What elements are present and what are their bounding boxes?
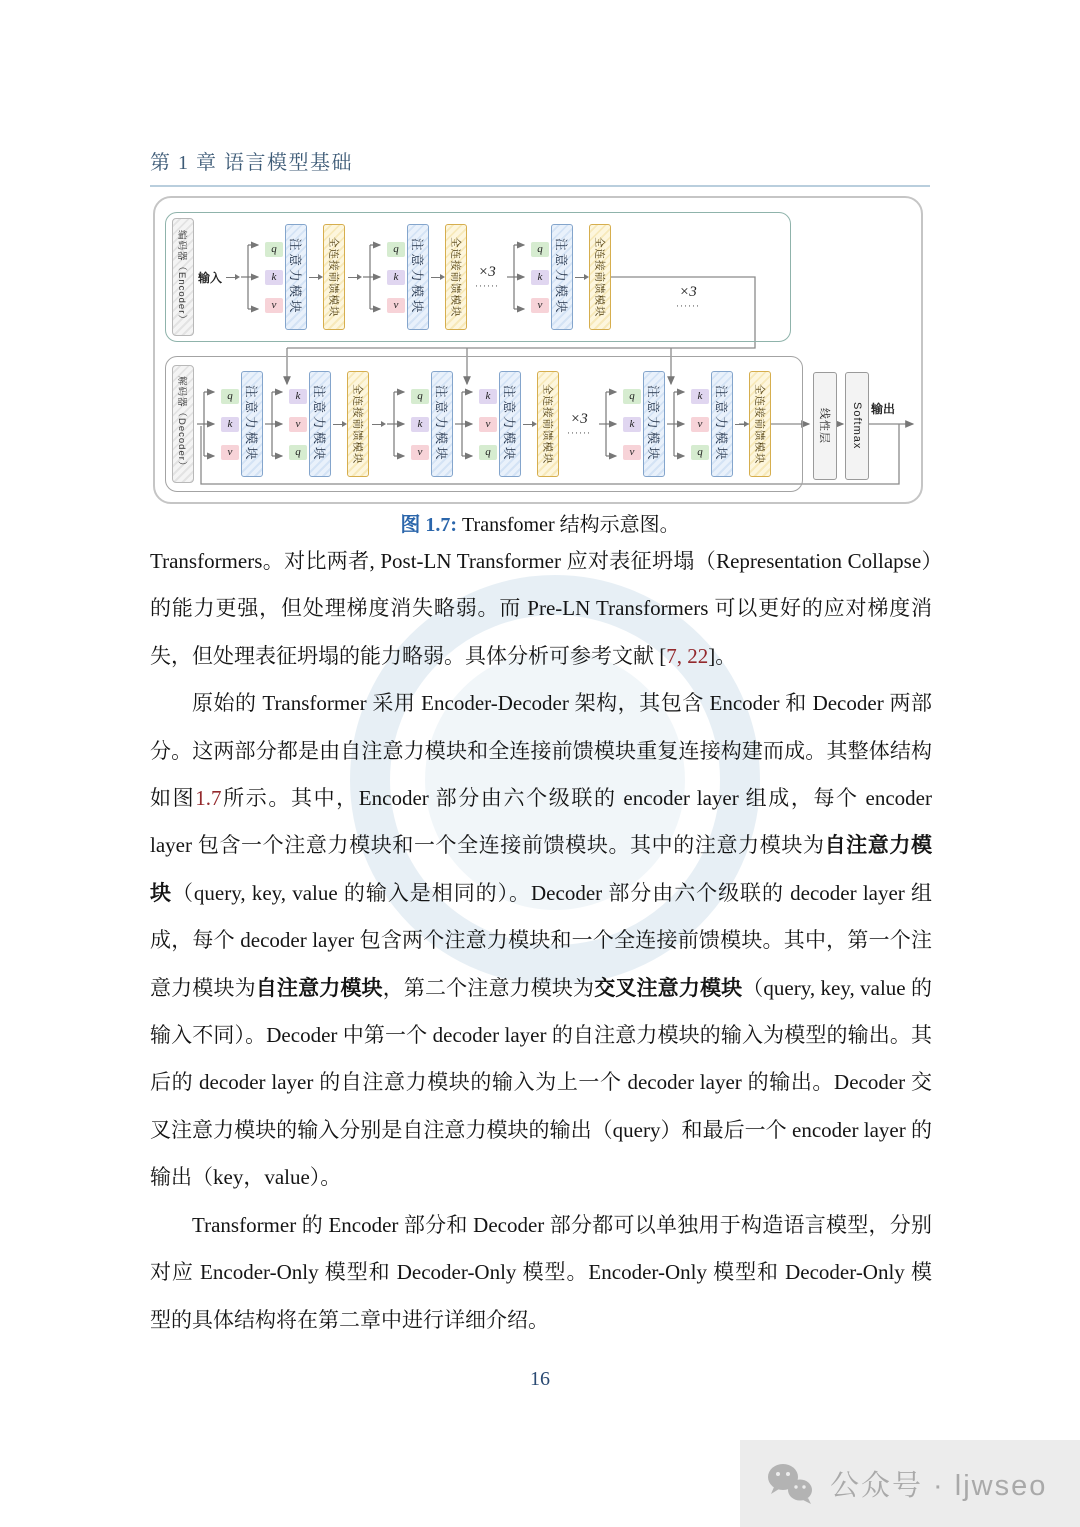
qkv-branch-lines [197, 382, 219, 466]
key-box: k [691, 389, 709, 404]
kvq-inputs [479, 389, 497, 460]
qkv-branch-lines [241, 235, 263, 319]
encoder-layer-1 [241, 224, 345, 330]
key-box: k [265, 270, 283, 285]
watermark-bar [740, 1440, 1080, 1527]
ffn-module: 全连接前馈模块 [537, 371, 559, 477]
key-box: k [387, 270, 405, 285]
qkv-inputs [411, 389, 429, 460]
citation-ref: 7, 22 [666, 643, 709, 668]
attention-module: 注意力模块 [551, 224, 573, 330]
repeat-x3-marker: ×3 ······ [475, 263, 499, 291]
query-box: q [411, 389, 429, 404]
linear-layer-box: 线性层 [813, 372, 837, 480]
figure-ref: 1.7 [195, 786, 222, 811]
ffn-module: 全连接前馈模块 [323, 224, 345, 330]
qkv-branch-lines [387, 382, 409, 466]
kvq-inputs [691, 389, 709, 460]
self-attention-module: 注意力模块 [431, 371, 453, 477]
kvq-inputs [289, 389, 307, 460]
figure-caption-number: 图 1.7: [400, 514, 458, 536]
repeat-x3-marker: ×3 ······ [567, 410, 591, 438]
flow-arrow [309, 277, 321, 278]
attention-module: 注意力模块 [285, 224, 307, 330]
value-box: v [265, 298, 283, 313]
wechat-icon [764, 1462, 816, 1506]
term-cross-attention: 交叉注意力模块 [594, 975, 743, 1000]
query-box: q [387, 242, 405, 257]
key-box: k [411, 417, 429, 432]
decoder-layer-1 [197, 371, 369, 477]
flow-arrow [348, 277, 360, 278]
watermark-text: 公众号 · ljwseo [830, 1470, 1048, 1502]
chapter-header: 第 1 章 语言模型基础 [150, 146, 930, 187]
paragraph-2: 原始的 Transformer 采用 Encoder-Decoder 架构，其包含 Encoder 和 Decoder 两部分。这两部分都是由自注意力模块和全连接前馈模块重复连接构建而成。其整体结构如图1.7所示。其中，Encoder 部分由六个级联的 encoder layer 组成，每个 encoder layer 包含一个注意力模块和一个全连接前馈模块。其中的注意力模块为自注意力模块（query, key, value 的输入是相同的）。Decoder 部分由六个级联的 decoder layer 组成，每个 decoder layer 包含两个注意力模块和一个全连接前馈模块。其中，第一个注意力模块为自注意力模块，第二个注意力模块为交叉注意力模块（query, key, value 的输入不同）。Decoder 中第一个 decoder layer 的自注意力模块的输入为模型的输出。其后的 decoder layer 的自注意力模块的输入为上一个 decoder layer 的输出。Decoder 交叉注意力模块的输入分别是自注意力模块的输出（query）和最后一个 encoder layer 的输出（key，value）。 [150, 691, 933, 1190]
query-box: q [531, 242, 549, 257]
qkv-inputs [623, 389, 641, 460]
term-self-attention: 自注意力模块 [255, 975, 383, 1000]
qkv-inputs [265, 242, 283, 313]
value-box: v [531, 298, 549, 313]
decoder-layer-3 [599, 371, 771, 477]
cross-attention-module: 注意力模块 [499, 371, 521, 477]
self-attention-module: 注意力模块 [643, 371, 665, 477]
paragraph-1: Transformers。对比两者, Post-LN Transformer 应对表征坍塌（Representation Collapse）的能力更强，但处理梯度消失略弱。而 Pre-LN Transformers 可以更好的应对梯度消失，但处理表征坍塌的能力略弱。具体分析可参考文献 [7, 22]。 [150, 549, 932, 668]
flow-arrow [575, 277, 587, 278]
key-box: k [531, 270, 549, 285]
value-box: v [623, 445, 641, 460]
ffn-module: 全连接前馈模块 [445, 224, 467, 330]
value-box: v [289, 417, 307, 432]
encoder-side-label: 编码器（Encoder） [172, 218, 194, 336]
query-box: q [221, 389, 239, 404]
figure-caption [0, 508, 1080, 537]
query-box: q [623, 389, 641, 404]
qkv-inputs [387, 242, 405, 313]
cross-attention-module: 注意力模块 [711, 371, 733, 477]
kvq-branch-lines [455, 382, 477, 466]
flow-arrow [523, 424, 535, 425]
qkv-branch-lines [599, 382, 621, 466]
flow-arrow [226, 277, 238, 278]
value-box: v [221, 445, 239, 460]
decoder-layer-2 [387, 371, 559, 477]
qkv-branch-lines [363, 235, 385, 319]
softmax-box: Softmax [845, 372, 869, 480]
qkv-inputs [221, 389, 239, 460]
encoder-repeat-x3-marker: ×3 ······ [676, 284, 700, 311]
key-box: k [289, 389, 307, 404]
ffn-module: 全连接前馈模块 [589, 224, 611, 330]
ffn-module: 全连接前馈模块 [347, 371, 369, 477]
query-box: q [265, 242, 283, 257]
encoder-layer-3 [507, 224, 611, 330]
attention-module: 注意力模块 [407, 224, 429, 330]
qkv-inputs [531, 242, 549, 313]
flow-arrow [333, 424, 345, 425]
query-box: q [479, 445, 497, 460]
query-box: q [289, 445, 307, 460]
value-box: v [479, 417, 497, 432]
input-label: 输入 [197, 270, 222, 285]
query-box: q [691, 445, 709, 460]
value-box: v [691, 417, 709, 432]
value-box: v [387, 298, 405, 313]
page-number: 16 [530, 1368, 550, 1390]
qkv-branch-lines [507, 235, 529, 319]
transformer-figure [153, 196, 923, 504]
value-box: v [411, 445, 429, 460]
output-label: 输出 [871, 402, 896, 416]
decoder-side-label: 解码器（Decoder） [172, 365, 194, 483]
ffn-module: 全连接前馈模块 [749, 371, 771, 477]
flow-arrow [372, 424, 384, 425]
cross-attention-module: 注意力模块 [309, 371, 331, 477]
figure-caption-text: Transfomer 结构示意图。 [457, 514, 680, 536]
decoder-box [165, 356, 803, 492]
self-attention-module: 注意力模块 [241, 371, 263, 477]
encoder-box [165, 212, 791, 342]
flow-arrow [735, 424, 747, 425]
key-box: k [221, 417, 239, 432]
body-text [150, 538, 932, 1344]
flow-arrow [431, 277, 443, 278]
key-box: k [479, 389, 497, 404]
encoder-layer-2 [363, 224, 467, 330]
kvq-branch-lines [667, 382, 689, 466]
key-box: k [623, 417, 641, 432]
term-self-attention: 自注意力模块 [150, 833, 933, 905]
kvq-branch-lines [265, 382, 287, 466]
paragraph-3: Transformer 的 Encoder 部分和 Decoder 部分都可以单独用于构造语言模型，分别对应 Encoder-Only 模型和 Decoder-Only 模型。Encoder-Only 模型和 Decoder-Only 模型的具体结构将在第二章中进行详细介绍。 [150, 1212, 932, 1332]
